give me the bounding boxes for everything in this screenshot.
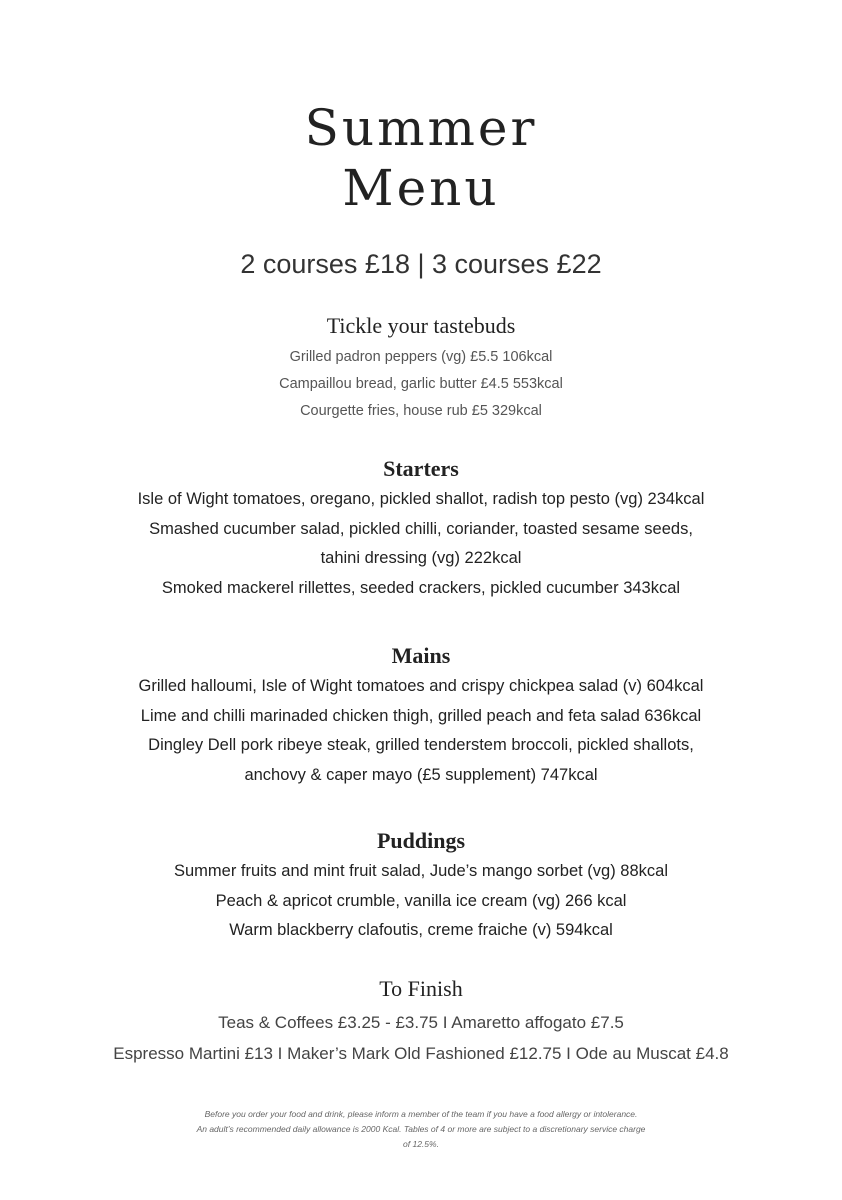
to-finish-line: Teas & Coffees £3.25 - £3.75 I Amaretto affogato £7.5	[218, 1013, 624, 1032]
allergy-notice-line: An adult’s recommended daily allowance is 2000 Kcal. Tables of 4 or more are subject to a discretionary service charge	[196, 1124, 646, 1134]
menu-title-line-1: Summer	[304, 99, 538, 157]
mains-heading: Mains	[391, 643, 451, 668]
tastebuds-item: Courgette fries, house rub £5 329kcal	[300, 403, 542, 419]
mains-line: anchovy & caper mayo (£5 supplement) 747kcal	[244, 766, 598, 784]
tastebuds-item: Grilled padron peppers (vg) £5.5 106kcal	[289, 349, 553, 365]
allergy-notice-line: of 12.5%.	[403, 1139, 439, 1149]
starters-line: Isle of Wight tomatoes, oregano, pickled shallot, radish top pesto (vg) 234kcal	[137, 490, 705, 508]
puddings-line: Peach & apricot crumble, vanilla ice cream (vg) 266 kcal	[215, 892, 627, 910]
starters-line: tahini dressing (vg) 222kcal	[320, 549, 522, 567]
to-finish-heading: To Finish	[379, 976, 463, 1001]
course-pricing: 2 courses £18 | 3 courses £22	[240, 249, 602, 279]
tastebuds-item: Campaillou bread, garlic butter £4.5 553kcal	[279, 376, 563, 392]
puddings-line: Warm blackberry clafoutis, creme fraiche (v) 594kcal	[229, 921, 613, 939]
puddings-heading: Puddings	[376, 828, 466, 853]
allergy-notice-line: Before you order your food and drink, please inform a member of the team if you have a food allergy or intolerance.	[204, 1109, 638, 1119]
mains-line: Lime and chilli marinaded chicken thigh, grilled peach and feta salad 636kcal	[140, 707, 702, 725]
tastebuds-heading: Tickle your tastebuds	[326, 313, 516, 338]
starters-line: Smashed cucumber salad, pickled chilli, coriander, toasted sesame seeds,	[149, 520, 693, 538]
starters-line: Smoked mackerel rillettes, seeded crackers, pickled cucumber 343kcal	[161, 579, 681, 597]
mains-line: Dingley Dell pork ribeye steak, grilled tenderstem broccoli, pickled shallots,	[148, 736, 694, 754]
menu-title-line-2: Menu	[342, 159, 500, 217]
mains-line: Grilled halloumi, Isle of Wight tomatoes and crispy chickpea salad (v) 604kcal	[138, 677, 704, 695]
puddings-line: Summer fruits and mint fruit salad, Jude’s mango sorbet (vg) 88kcal	[174, 862, 668, 880]
to-finish-line: Espresso Martini £13 I Maker’s Mark Old Fashioned £12.75 I Ode au Muscat £4.8	[113, 1044, 729, 1063]
starters-heading: Starters	[383, 456, 459, 481]
